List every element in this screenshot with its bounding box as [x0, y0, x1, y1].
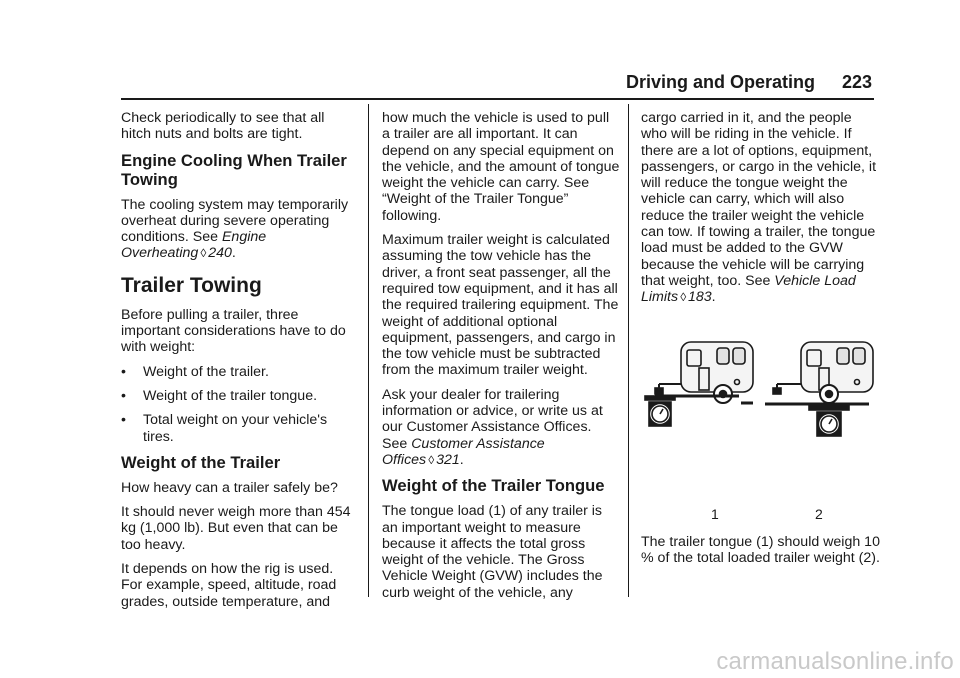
link-label: Engine Overheating — [121, 229, 267, 262]
page-number: 223 — [841, 72, 872, 92]
paragraph-tongue: The tongue load (1) of any trailer is an important weight to measure because it affects the total gross weight of the vehicle. The Gross Vehicle Weight (GVW) includes the curb weight of the vehicle, any — [382, 503, 603, 601]
link-label: Customer Assistance Offices — [382, 435, 545, 468]
column-1 — [121, 110, 357, 618]
bullet-item — [121, 412, 357, 445]
bullet-icon: • — [121, 412, 126, 429]
page-header — [0, 70, 960, 96]
page-ref-icon: ◊ — [428, 452, 435, 467]
column-3 — [641, 110, 881, 574]
paragraph-cooling-text: The cooling system may temporarily overheat during severe operating conditions. See — [121, 196, 349, 246]
paragraph-cargo-text: cargo carried in it, and the people who will be riding in the vehicle. If there are a lot of options, equipment, passengers, or cargo in the vehicle, it will reduce the tongue weight the vehicle can carry, which will also reduce the trailer weight the vehicle can tow. If towing a trailer, the tongue load must be added to the GVW because the vehicle will be carrying that weight, too. See — [641, 110, 877, 289]
column-2 — [382, 110, 620, 609]
bullet-icon: • — [121, 387, 126, 404]
paragraph-never: It should never weigh more than 454 kg (1,000 lb). But even that can be too heavy. — [121, 504, 351, 553]
paragraph-hitch: Check periodically to see that all hitch nuts and bolts are tight. — [121, 110, 325, 143]
paragraph-cargo: cargo carried in it, and the people who will be riding in the vehicle. If there are a lot of options, equipment, passengers, or cargo in the vehicle, it will reduce the tongue weight the vehicle can carry, which will also reduce the trailer weight the vehicle can tow. If towing a trailer, the tongue load must be added to the GVW because the vehicle will be carrying that weight, too. See Vehicle Load Limits ◊ 183. — [641, 110, 877, 306]
trailer-scales-illustration — [641, 336, 881, 536]
figure-caption: The trailer tongue (1) should weigh 10 % of the total loaded trailer weight (2). — [641, 533, 880, 566]
heading-trailer-towing: Trailer Towing — [121, 273, 262, 297]
header-rule — [121, 98, 874, 100]
paragraph-cooling: The cooling system may temporarily overheat during severe operating conditions. See Engine Overheating ◊ 240. — [121, 196, 349, 262]
column-divider — [628, 104, 629, 597]
link-page: 240 — [208, 245, 232, 262]
bullet-text: Total weight on your vehicle's tires. — [143, 412, 328, 445]
bullet-item — [121, 388, 357, 404]
bullet-item — [121, 364, 357, 380]
paragraph-how-heavy: How heavy can a trailer safely be? — [121, 479, 338, 496]
trailer-tongue-weighing-icon — [645, 342, 753, 426]
paragraph-before: Before pulling a trailer, three important considerations have to do with weight: — [121, 306, 346, 356]
bullet-icon: • — [121, 363, 126, 380]
page-ref-icon: ◊ — [200, 246, 207, 261]
heading-trailer-tongue: Weight of the Trailer Tongue — [382, 476, 605, 496]
link-page: 183 — [688, 289, 712, 306]
trailer-weighing-figure — [641, 336, 881, 534]
paragraph-how-much: how much the vehicle is used to pull a trailer are all important. It can depend on any special equipment on the vehicle, and the amount of tongue weight the vehicle can carry. See “Weight of the Trailer Tongue” following. — [382, 110, 620, 224]
figure-label-1: 1 — [711, 505, 719, 522]
section-title: Driving and Operating — [625, 72, 815, 92]
heading-engine-cooling: Engine Cooling When Trailer Towing — [121, 150, 347, 189]
paragraph-ask-text: Ask your dealer for trailering information or advice, or write us at our Customer Assistance Offices. See — [382, 386, 603, 452]
figure-label-2: 2 — [815, 505, 823, 522]
paragraph-ask: Ask your dealer for trailering information or advice, or write us at our Customer Assistance Offices. See Customer Assistance Offices ◊ 321. — [382, 386, 603, 468]
heading-weight-trailer: Weight of the Trailer — [121, 452, 281, 472]
column-divider — [368, 104, 369, 597]
bullet-text: Weight of the trailer tongue. — [143, 387, 318, 404]
link-label: Vehicle Load Limits — [641, 272, 856, 306]
paragraph-depends: It depends on how the rig is used. For example, speed, altitude, road grades, outside temperature, and — [121, 561, 337, 610]
bullet-text: Weight of the trailer. — [143, 363, 269, 380]
page-ref-icon: ◊ — [680, 290, 686, 305]
watermark: carmanualsonline.info — [716, 648, 954, 675]
trailer-total-weighing-icon — [765, 342, 873, 436]
paragraph-maximum: Maximum trailer weight is calculated assuming the tow vehicle has the driver, a front seat passenger, all the required tow equipment, and it has all the required trailering equipment. The weight of additional optional equipment, passengers, and cargo in the tow vehicle must be subtracted from the maximum trailer weight. — [382, 232, 619, 379]
link-page: 321 — [436, 451, 460, 468]
